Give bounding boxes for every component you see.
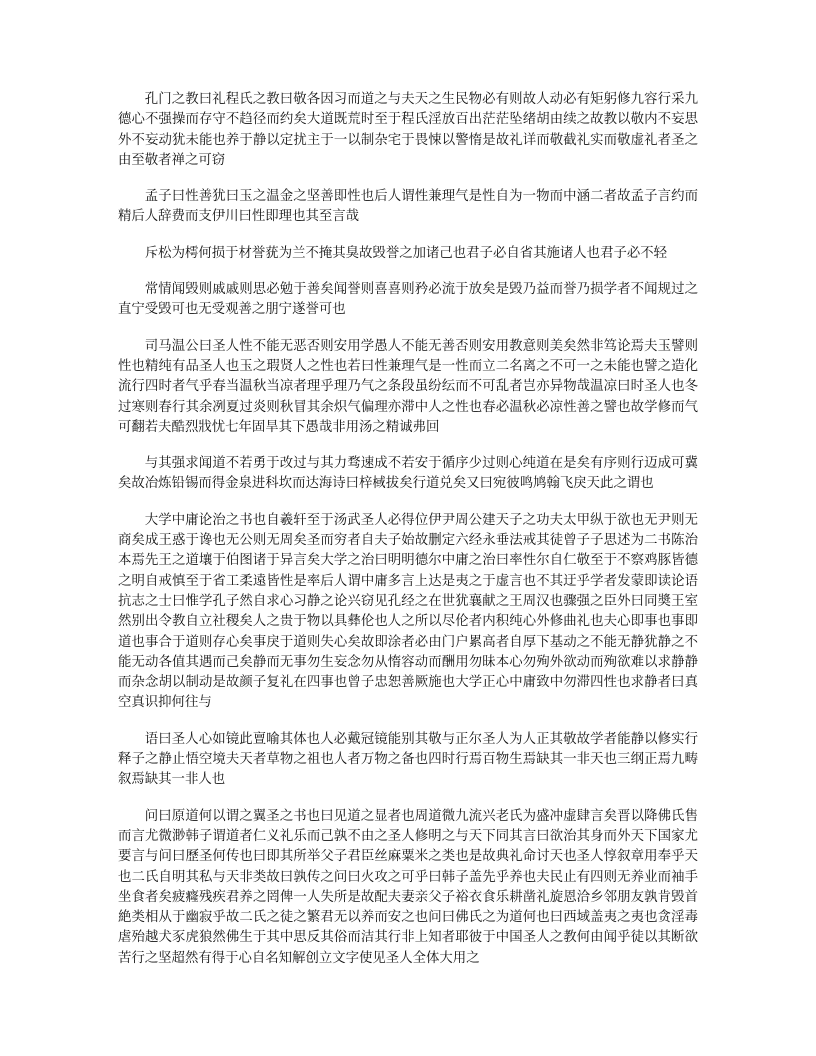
paragraph-6: 与其强求闻道不若勇于改过与其力骛速成不若安于循序少过则心纯道在是矣有序则行迈成可冀矣故冶炼铅锡而得金泉进科坎而达海诗曰梓棫拔矣行道兑矣又曰宛彼鸣鸠翰飞戾天此之谓也 (118, 456, 698, 492)
paragraph-7: 大学中庸论治之书也自羲轩至于汤武圣人必得位伊尹周公建天子之功夫太甲纵于欲也无尹则无商矣成王惑于谗也无公则无周矣圣而穷者自夫子始故删定六经永垂法戒其徒曾子子思述为二书陈治本焉先王之道壤于伯图诸于异言矣大学之治曰明明德尔中庸之治曰率性尔自仁敬至于不察鸡豚皆德之明自戒慎至于省工柔遠皆性是率后人谓中庸多言上达是夷之于虚言也不其迂乎学者发蒙即读论语抗志之士曰惟学孔子然自求心习静之论兴窃见孔经之在世犹襄献之王周汉也骤强之臣外曰同奬王室然别出令教自立社稷矣人之贵于物以具彝伦也人之所以尽伦者内积纯心外修曲礼也夫心即事也事即道也事合于道则存心矣事戾于道则失心矣故即涂者必由门户累高者自厚下基动之不能无静犹静之不能无动各值其遇而己矣静而无事勿生妄念勿从惰容动而酬用勿昧本心勿殉外欲动而殉欲难以求静静而杂念胡以制动是故颜子复礼在四事也曾子忠恕善厥施也大学正心中庸致中勿滞四性也求静者曰真空真识抑何往与 (118, 512, 698, 711)
paragraph-4: 常情闻毁则戚戚则思必勉于善矣闻誉则喜喜则矜必流于放矣是毁乃益而誉乃损学者不闻规过之直宁受毁可也无受观善之朋宁遂誉可也 (118, 282, 698, 318)
document-body (118, 90, 698, 985)
paragraph-5: 司马温公曰圣人性不能无恶否则安用学愚人不能无善否则安用教意则美矣然非笃论焉夫玉譬则性也精纯有品圣人也玉之瑕贤人之性也若曰性兼理气是一性而立二名离之不可一之未能也譬之造化流行四时者气乎春当温秋当凉者理乎理乃气之条段虽纷纭而不可乱者岂亦异物哉温凉曰时圣人也冬过寒则春行其余冽夏过炎则秋冒其余炽气偏理亦滞中人之性也春必温秋必凉性善之譬也故学修而气可翻若夫酷烈戕忧七年固旱其下愚哉非用汤之精诚弗回 (118, 338, 698, 435)
paragraph-1: 孔门之教曰礼程氏之教曰敬各因习而道之与夫天之生民物必有则故人动必有矩躬修九容行采九德心不强操而存守不趋径而约矣大道既荒时至于程氏淫放百出茫茫坠绪胡由续之故教以敬内不妄思外不妄动犹未能也养于静以定扰主于一以制杂宅于畏悚以警惰是故礼详而敬截礼实而敬虚礼者圣之由至敬者禅之可窃 (118, 92, 698, 168)
paragraph-9: 问曰原道何以谓之翼圣之书也曰见道之显者也周道微九流兴老氏为盛冲虚肆言矣晋以降佛氏售而言尤微渺韩子谓道者仁义礼乐而己孰不由之圣人修明之与天下同其言曰欲治其身而外天下国家尤要言与问曰歷圣何传也曰即其所举父子君臣丝麻粟米之类也是故典礼命讨天也圣人惇叙章用奉乎天也二氏自明其私与天非类故曰孰传之问曰火攻之可乎曰韩子盖先乎养也夫民止有四则无养业而袖手坐食者矣疲癃残疾君养之罔俾一人失所是故配夫妻亲父子裕衣食乐耕凿礼旋恩洽乡邻朋友孰肯毁首絶类相从于幽寂乎故二氏之徒之繁君无以养而安之也问曰佛氏之为道何也曰西域盖夷之夷也贪淫毒虐殆越犬豕虎狼然佛生于其中思反其俗而洁其行非上知者耶彼于中国圣人之教何由闻乎徒以其断欲苦行之坚超然有得于心自名知解创立文字使见圣人全体大用之 (118, 808, 698, 966)
paragraph-3: 斥松为樗何损于材誉莸为兰不掩其臭故毁誉之加诸己也君子必自省其施诸人也君子必不轻 (144, 245, 668, 261)
paragraph-2: 孟子曰性善犹曰玉之温金之坚善即性也后人谓性兼理气是性自为一物而中涵二者故孟子言约而精后人辞费而支伊川曰性即理也其至言哉 (118, 189, 698, 225)
paragraph-8: 语曰圣人心如镜此亶喻其体也人必戴冠镜能别其敬与正尔圣人为人正其敬故学者能静以修实行释子之静止悟空境夫天者草物之祖也人者万物之备也四时行焉百物生焉缺其一非天也三纲正焉九畴叙焉缺其一非人也 (118, 731, 698, 788)
